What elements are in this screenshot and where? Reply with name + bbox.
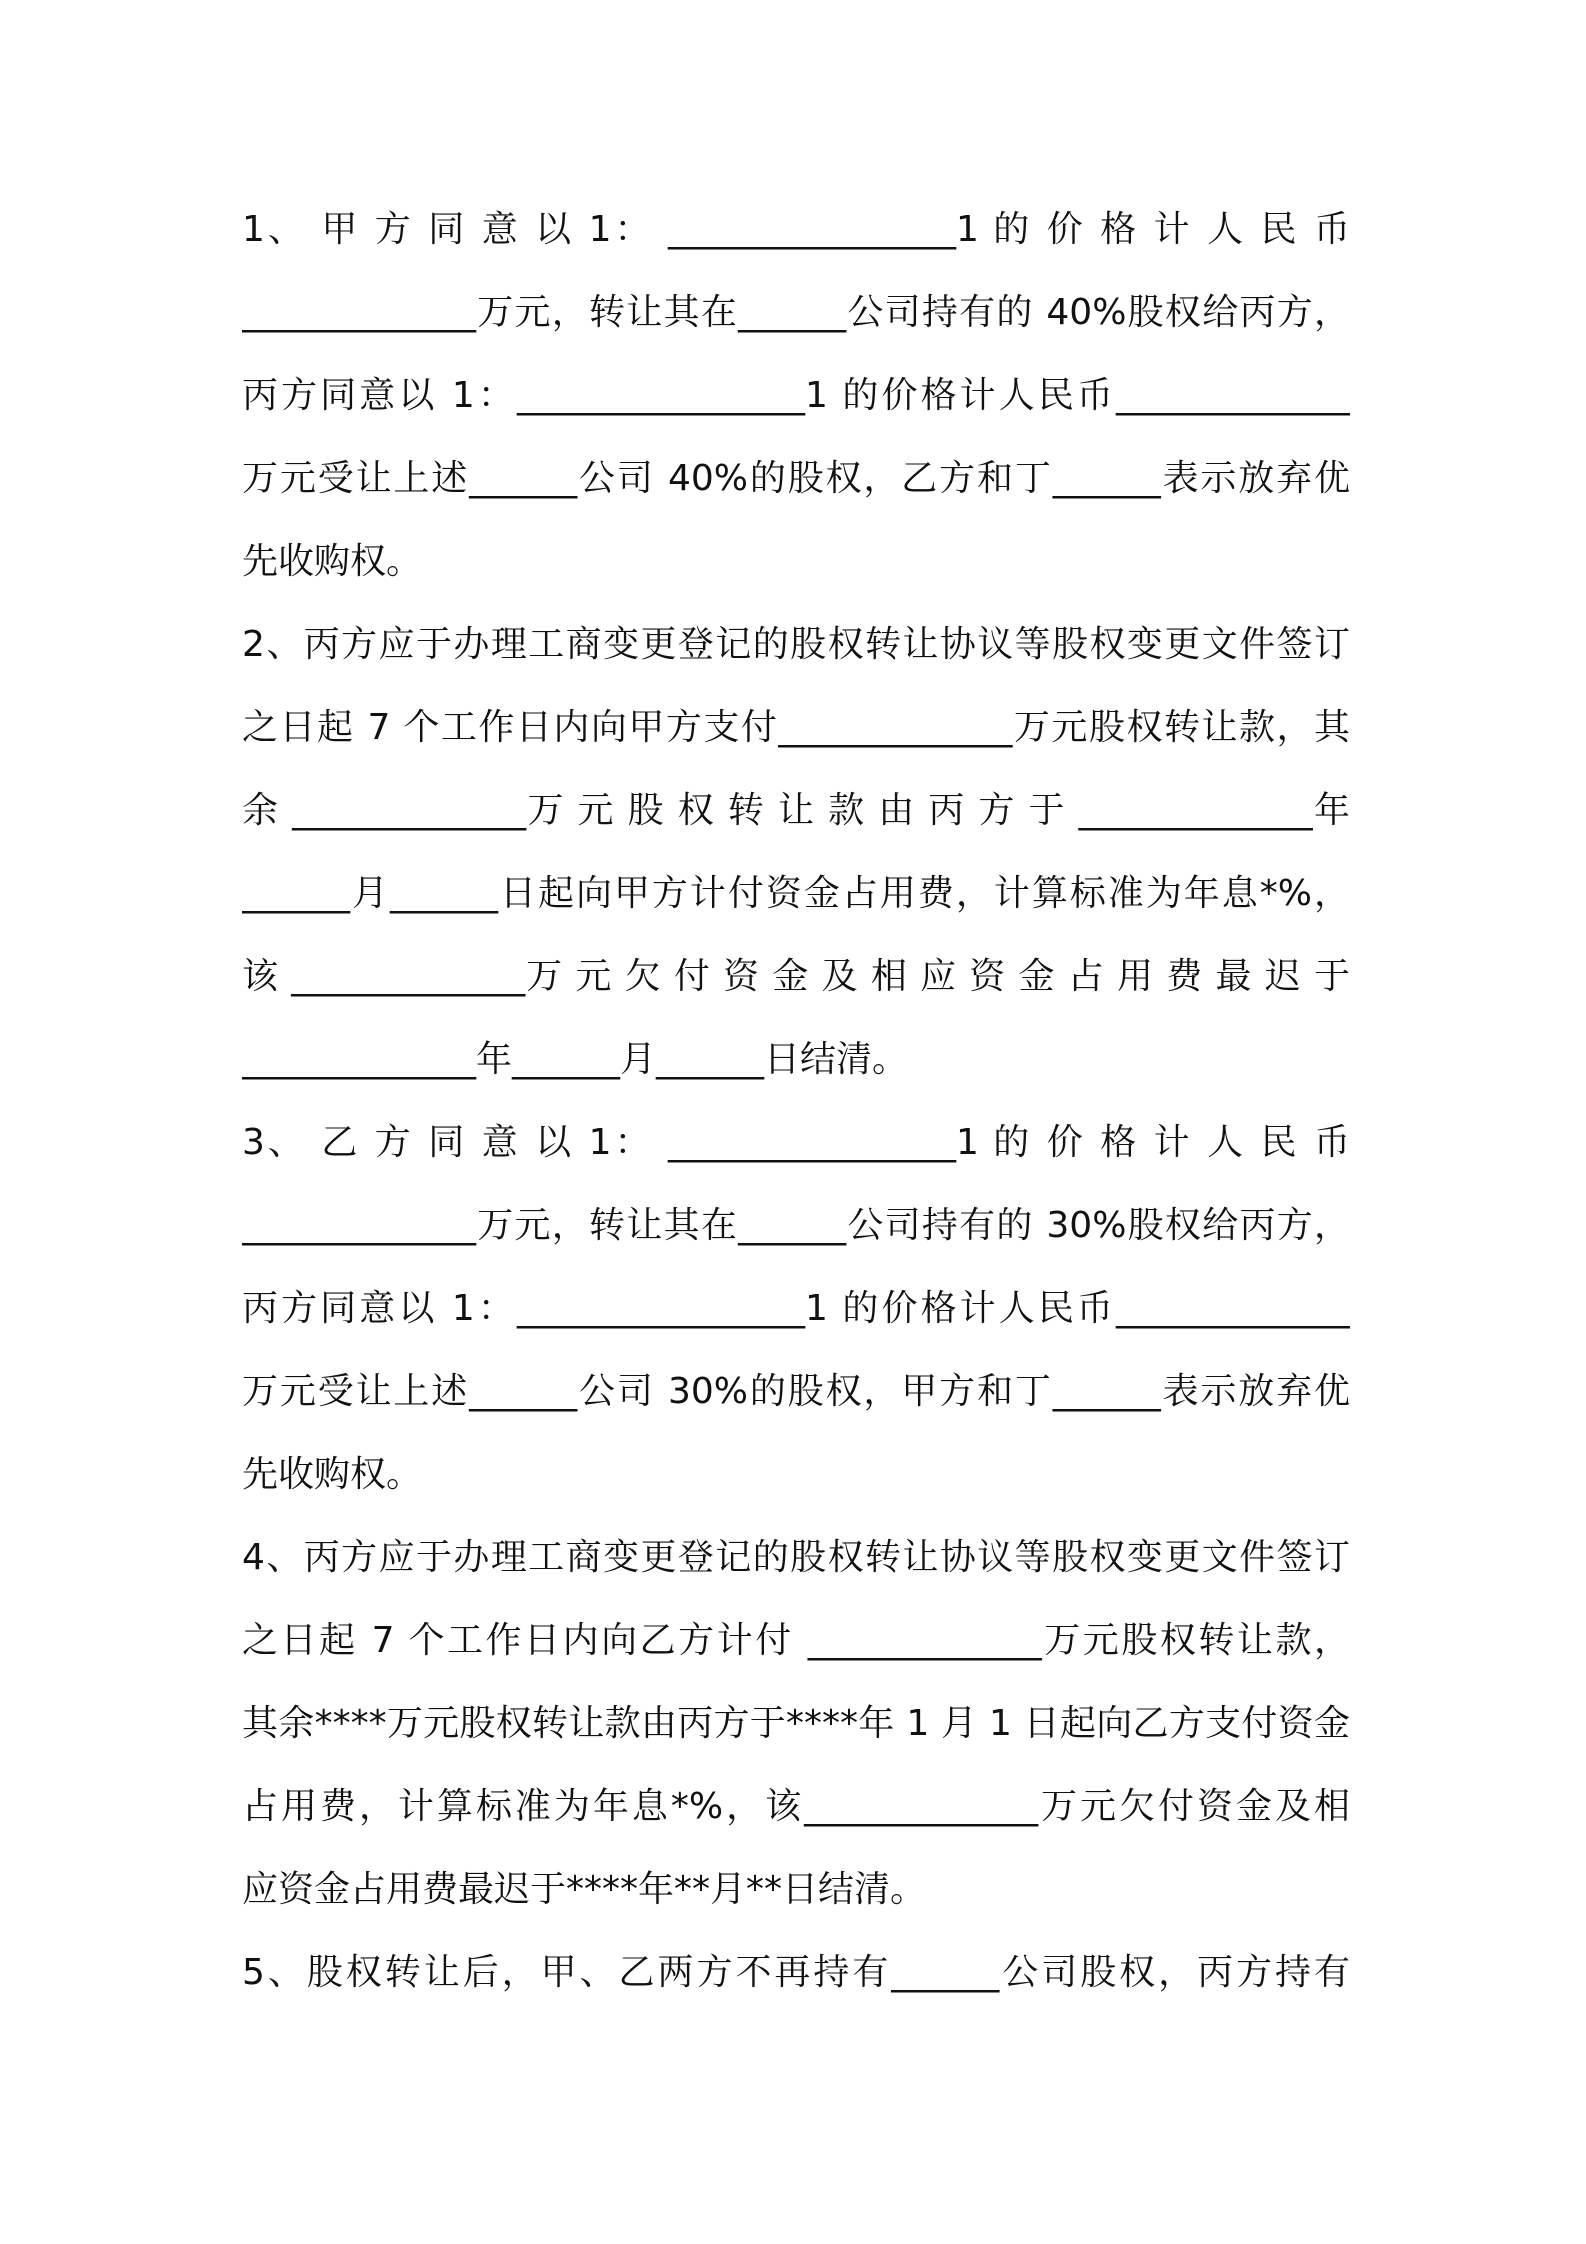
text-line: ______月______日起向甲方计付资金占用费，计算标准为年息*%， <box>242 873 1350 914</box>
text-line: 5、股权转让后，甲、乙两方不再持有______公司股权，丙方持有 <box>242 1952 1350 1993</box>
text-line: 丙方同意以 1：________________1 的价格计人民币_____________ <box>242 1288 1350 1329</box>
text-line: 先收购权。 <box>242 541 423 582</box>
text-line: 4、丙方应于办理工商变更登记的股权转让协议等股权变更文件签订 <box>242 1537 1350 1578</box>
text-line: _____________万元，转让其在______公司持有的 30%股权给丙方， <box>242 1205 1350 1246</box>
text-line: 该 _____________万 元 欠 付 资 金 及 相 应 资 金 占 用 费 最 迟 于 <box>242 956 1350 997</box>
text-line: 占用费，计算标准为年息*%，该_____________万元欠付资金及相 <box>242 1786 1350 1827</box>
text-line: 之日起 7 个工作日内向乙方计付 _____________万元股权转让款， <box>242 1620 1350 1661</box>
text-line: 先收购权。 <box>242 1454 423 1495</box>
text-line: 丙方同意以 1：________________1 的价格计人民币_____________ <box>242 375 1350 416</box>
text-line: 1、 甲 方 同 意 以 1： ________________1 的 价 格 计 人 民 币 <box>242 209 1350 250</box>
text-line: 万元受让上述______公司 30%的股权，甲方和丁______表示放弃优 <box>242 1371 1350 1412</box>
text-line: 其余****万元股权转让款由丙方于****年 1 月 1 日起向乙方支付资金 <box>242 1703 1350 1744</box>
text-line: _____________年______月______日结清。 <box>242 1039 909 1080</box>
text-line: 3、 乙 方 同 意 以 1： ________________1 的 价 格 计 人 民 币 <box>242 1122 1350 1163</box>
text-line: 应资金占用费最迟于****年**月**日结清。 <box>242 1869 927 1910</box>
text-line: 万元受让上述______公司 40%的股权，乙方和丁______表示放弃优 <box>242 458 1350 499</box>
text-line: 2、丙方应于办理工商变更登记的股权转让协议等股权变更文件签订 <box>242 624 1350 665</box>
text-line: 余 _____________万 元 股 权 转 让 款 由 丙 方 于 _____________年 <box>242 790 1350 831</box>
text-line: 之日起 7 个工作日内向甲方支付_____________万元股权转让款，其 <box>242 707 1350 748</box>
text-line: _____________万元，转让其在______公司持有的 40%股权给丙方， <box>242 292 1350 333</box>
